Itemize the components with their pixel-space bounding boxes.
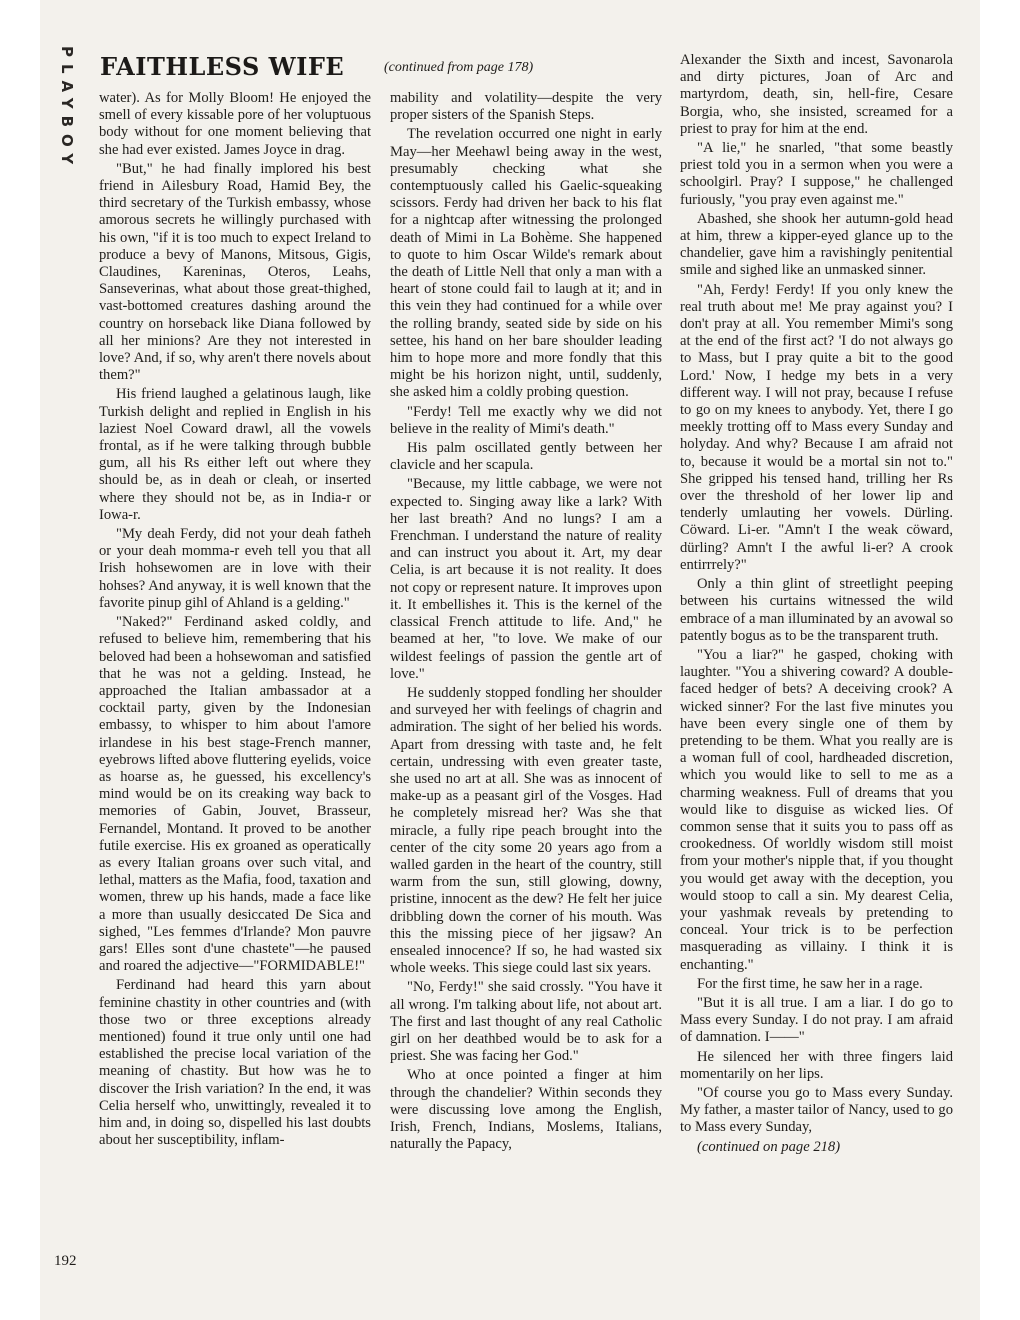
paragraph: For the first time, he saw her in a rage. bbox=[697, 975, 923, 992]
paragraph: "Ah, Ferdy! Ferdy! If you only knew the real truth about me! Me pray against you? I don't pray at all. You remember Mimi's song at the end of the first act? 'I do not always go to Mass, but I pray quite a bit to the good Lord.' Now, I hedge my bets in a very different way. I will not pray, because I refuse to go on my knees to anybody. Yet, there I go meekly trotting off to Mass every Sunday and holyday. And why? Because I am afraid not to, because it would be a mortal sin not to." She gripped his tensed hand, trilling her Rs over the threshold of her lower lip and tenderly umlauting her vowels. Dürling. Cöward. Li-er. "Amn't I the weak cöward, dürling? Amn't I the awful li-er? A crook entirrrely?" bbox=[680, 281, 953, 573]
text-column-3 bbox=[680, 52, 953, 1158]
paragraph: "But it is all true. I am a liar. I do go to Mass every Sunday. I do not pray. I am afraid of damnation. I——" bbox=[680, 994, 953, 1046]
paragraph: Who at once pointed a finger at him through the chandelier? Within seconds they were discussing love among the English, Irish, French, Indians, Moslems, Italians, naturally the Papacy, bbox=[390, 1067, 662, 1153]
paragraph: "Naked?" Ferdinand asked coldly, and refused to believe him, remembering that his beloved had been a hohsewoman and satisfied that he was not a gelding. Instead, he approached the Italian ambassador at a cocktail party, given by the Indonesian embassy, to whisper to him about l'amore irlandese in his best stage-French manner, eyebrows lifted above fluttering eyelids, voice as hoarse as, he guessed, his excellency's mind would be on its creaking way back to memories of Gabin, Jouvet, Brasseur, Fernandel, Montand. It proved to be another futile exercise. His ex groaned as operatically as every Italian groans over such vital, and lethal, matters as the Mafia, food, taxation and women, threw up his hands, made a face like a more than usually desiccated De Sica and sighed, "Les femmes d'Irlande? Mon pauvre gars! Elles sont d'une chastete"—he paused and roared the adjective—"FORMIDABLE!" bbox=[99, 614, 371, 975]
paragraph: His palm oscillated gently between her clavicle and her scapula. bbox=[390, 440, 662, 474]
paragraph: "But," he had finally implored his best friend in Ailesbury Road, Hamid Bey, the third secretary of the Turkish embassy, whose amorous secrets he willingly purchased with his own, "if it is too much to expect Ireland to produce a bevy of Manons, Mitsous, Gigis, Claudines, Kareninas, Oteros, Leahs, Sanseverinas, what about those great-thighed, vast-bottomed creatures dashing around the country on horseback like Diana followed by all her minions? Are they not interested in love? And, if so, why aren't there novels about them?" bbox=[99, 160, 371, 384]
paragraph: "Ferdy! Tell me exactly why we did not believe in the reality of Mimi's death." bbox=[390, 403, 662, 437]
text-column-2 bbox=[390, 90, 662, 1155]
paragraph: Ferdinand had heard this yarn about feminine chastity in other countries and (with those two or three exceptions already mentioned) found it true only until one had established the precise local variation of the meaning of chastity. But how was he to discover the Irish variation? In the end, it was Celia herself who, unwittingly, revealed it to him and, in doing so, dispelled his last doubts about her susceptibility, inflam- bbox=[99, 977, 371, 1149]
paragraph: "Because, my little cabbage, we were not expected to. Singing away like a lark? With her last breath? And no lungs? I am a Frenchman. I understand the nature of reality and can instruct you about it. Art, my dear Celia, is art because it is not reality. It does not copy or represent nature. It improves upon it. It embellishes it. This is the kernel of the classical French attitude to life. And," he beamed at her, "to love. We make of our wildest feelings of passion the gentle art of love." bbox=[390, 476, 662, 682]
paragraph: "Of course you go to Mass every Sunday. My father, a master tailor of Nancy, used to go to Mass every Sunday, bbox=[680, 1084, 953, 1136]
paragraph: mability and volatility—despite the very proper sisters of the Spanish Steps. bbox=[390, 90, 662, 124]
continued-from-note: (continued from page 178) bbox=[384, 60, 534, 75]
running-head bbox=[58, 46, 84, 206]
paragraph: "No, Ferdy!" she said crossly. "You have it all wrong. I'm talking about life, not about art. The first and last thought of any real Catholic girl on her deathbed would be to ask for a priest. She was facing her God." bbox=[390, 979, 662, 1065]
paragraph: water). As for Molly Bloom! He enjoyed the smell of every kissable pore of her voluptuous body without for one moment believing that she had ever existed. James Joyce in drag. bbox=[99, 90, 371, 158]
article-title: FAITHLESS WIFE bbox=[100, 52, 345, 81]
paragraph: He suddenly stopped fondling her shoulder and surveyed her with feelings of chagrin and admiration. The sight of her belied his words. Apart from dressing with taste and, he felt certain, undressing with even greater taste, she used no art at all. She was as innocent of make-up as a peasant girl of the Vosges. Had he completely misread her? Was she that miracle, a fully ripe peach brought into the center of the city some 20 years ago from a walled garden in the heart of the country, still warm from the sun, still glowing, downy, pristine, innocent as the dew? He felt her juice dribbling down the corner of his mouth. Was this the missing piece of her jigsaw? An ensealed innocence? If so, he had wasted six whole weeks. This siege could last six years. bbox=[390, 684, 662, 977]
paragraph: Abashed, she shook her autumn-gold head at him, threw a kipper-eyed glance up to the chandelier, gave him a ravishingly penitential smile and sighed like an unmasked sinner. bbox=[680, 210, 953, 279]
paragraph: "My deah Ferdy, did not your deah fatheh or your deah momma-r eveh tell you that all Irish hohsewomen are in love with their hohses? And anyway, it is well known that the favorite pinup gihl of Ahland is a gelding." bbox=[99, 526, 371, 611]
page-number: 192 bbox=[54, 1253, 77, 1269]
paragraph: The revelation occurred one night in early May—her Meehawl being away in the west, presumably checking what she contemptuously called his Gaelic-squeaking scissors. Ferdy had driven her back to his flat for a nightcap after witnessing the prolonged death of Mimi in La Bohème. She happened to quote to him Oscar Wilde's remark about the death of Little Nell that only a man with a heart of stone could fail to laugh at it; and in this vein they had continued for a while over the rolling brandy, seated side by side on his settee, his hand on her bare shoulder leading him to hope more and more fondly that this might be his horizon night, until, suddenly, she asked him a coldly probing question. bbox=[390, 126, 662, 401]
article-header bbox=[100, 52, 620, 84]
magazine-page bbox=[40, 0, 980, 1320]
magazine-name: PLAYBOY bbox=[58, 46, 76, 172]
paragraph: "You a liar?" he gasped, choking with laughter. "You a shivering coward? A double-faced hedger of bets? A deceiving crook? A wicked sinner? For the last five minutes you have been every single one of them by pretending to be them. What you really are is a woman full of cool, hardheaded discretion, which you would like to sell to me as a charming weakness. Full of dreams that you would like to disguise as wicked lies. Of common sense that it suits you to pass off as crookedness. Of worldly wisdom still moist from your mother's nipple that, if you thought you would get away with the deception, you would stoop to call a sin. My dearest Celia, your yashmak reveals by pretending to conceal. Your trick is to be perfection masquerading as villainy. I think it is enchanting." bbox=[680, 646, 953, 973]
paragraph: "A lie," he snarled, "that some beastly priest told you in a sermon when you were a schoolgirl. Pray? I suppose," he challenged furiously, "you pray even against me." bbox=[680, 140, 953, 208]
paragraph: Only a thin glint of streetlight peeping between his curtains witnessed the wild embrace of a man illuminated by an avowal so patently bogus as to be the transparent truth. bbox=[680, 576, 953, 644]
paragraph: He silenced her with three fingers laid momentarily on her lips. bbox=[680, 1048, 953, 1082]
continued-on-note: (continued on page 218) bbox=[697, 1138, 841, 1155]
paragraph: His friend laughed a gelatinous laugh, like Turkish delight and replied in English in his laziest Noel Coward drawl, all the vowels frontal, as if he were talking through bubble gum, all his Rs either left out where they should be, as in deah or cleah, or inserted where they should not be, as in India-r or Iowa-r. bbox=[99, 386, 371, 523]
text-column-1 bbox=[99, 90, 371, 1151]
paragraph: Alexander the Sixth and incest, Savonarola and dirty pictures, Joan of Arc and martyrdom, death, sin, hell-fire, Cesare Borgia, who, she insisted, screamed for a priest to pray for him at the end. bbox=[680, 52, 953, 137]
